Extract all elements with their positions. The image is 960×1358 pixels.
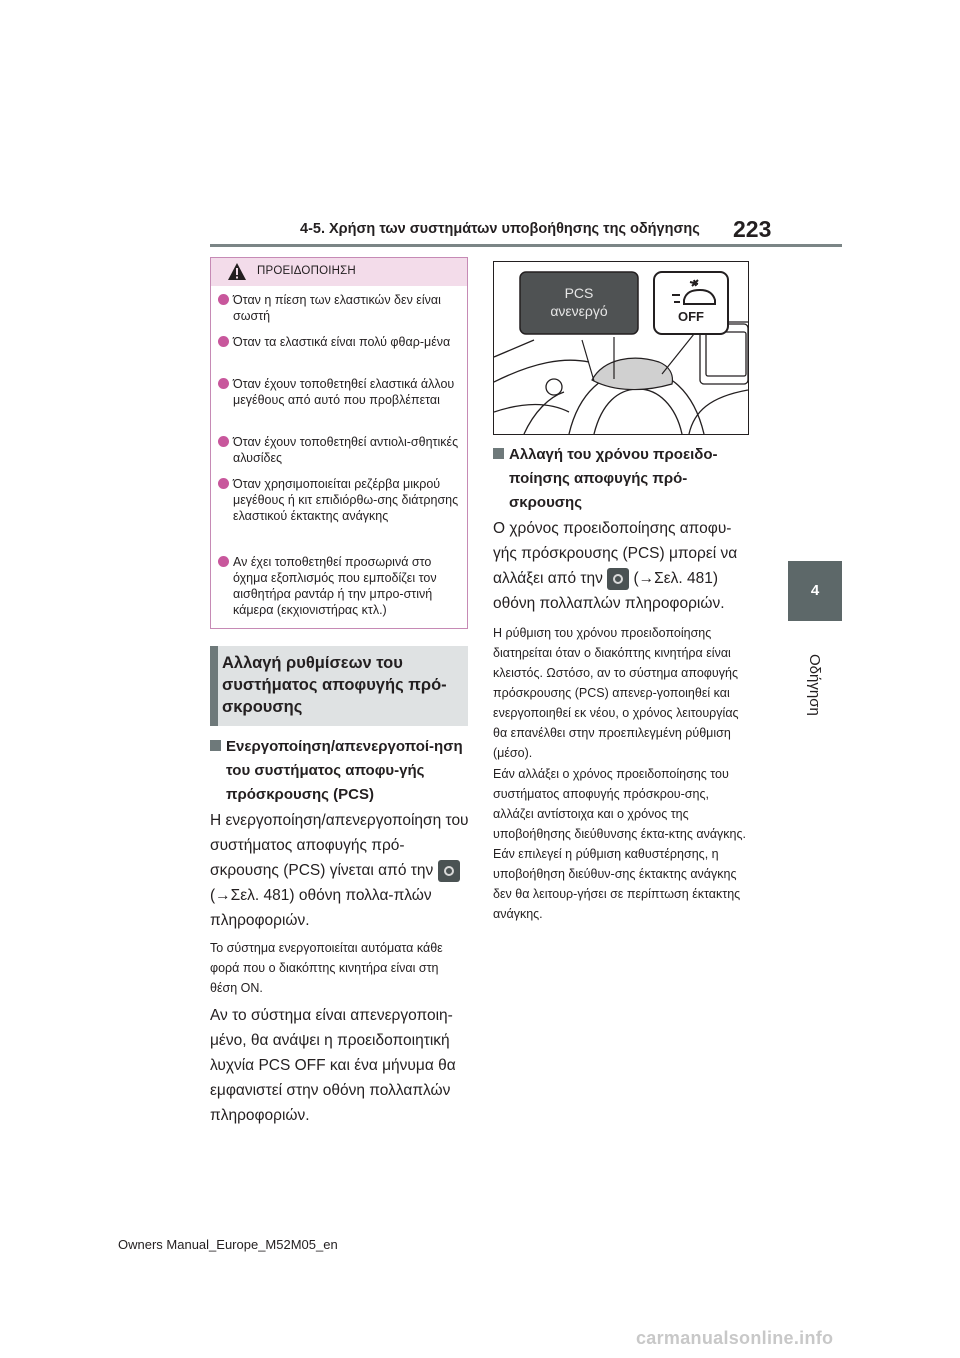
bullet-icon xyxy=(218,478,229,489)
section-heading xyxy=(210,646,468,726)
warning-item: Όταν χρησιμοποιείται ρεζέρβα μικρού μεγέθους ή κιτ επιδιόρθω-σης διάτρησης ελαστικού έκτακτης ανάγκης xyxy=(218,476,463,524)
header-rule xyxy=(210,244,842,247)
paragraph-warning-timing: Ο χρόνος προειδοποίησης αποφυ-γής πρόσκρουσης (PCS) μπορεί να αλλάξει από την (→Σελ. 481) οθόνη πολλαπλών πληροφοριών. xyxy=(493,520,738,612)
note-timing-retained: Η ρύθμιση του χρόνου προειδοποίησης διατηρείται όταν ο διακόπτης κινητήρα είναι κλειστός. Ωστόσο, αν το σύστημα αποφυγής πρόσκρουσης (PCS) απενερ-γοποιηθεί και ενεργοποιηθεί εκ νέου, ο χρόνος λειτουργίας θα επανέλθει στην προεπιλεγμένη ρύθμιση (μέσο). xyxy=(493,626,739,760)
display-line-status: ανενεργό xyxy=(550,303,608,319)
chapter-title: 4-5. Χρήση των συστημάτων υποβοήθησης της οδήγησης xyxy=(300,221,700,237)
page-number: 223 xyxy=(733,216,772,242)
subheading-pcs-toggle: Ενεργοποίηση/απενεργοποί-ηση του συστήματος αποφυ-γής πρόσκρουσης (PCS) xyxy=(210,735,470,807)
warning-triangle-icon xyxy=(227,262,247,281)
paragraph-pcs-toggle: Η ενεργοποίηση/απενεργοποίηση του συστήματος αποφυγής πρό-σκρουσης (PCS) γίνεται από την (→Σελ. 481) οθόνη πολλα-πλών πληροφοριών. xyxy=(210,812,469,929)
warning-box xyxy=(210,257,468,629)
note-steering-assist: Εάν αλλάξει ο χρόνος προειδοποίησης του συστήματος αποφυγής πρόσκρου-σης, αλλάζει αντίστοιχα και ο χρόνος της υποβοήθησης διεύθυνσης έκτα-κτης ανάγκης. Εάν επιλεγεί η ρύθμιση καθυστέρησης, η υποβοήθηση διεύθυν-σης έκτακτης ανάγκης δεν θα λειτουρ-γήσει σε περίπτωση έκτακτης ανάγκης. xyxy=(493,767,747,921)
bullet-icon xyxy=(218,378,229,389)
bullet-icon xyxy=(218,294,229,305)
gear-icon xyxy=(607,568,629,590)
bullet-icon xyxy=(218,436,229,447)
watermark: carmanualsonline.info xyxy=(636,1328,834,1348)
warning-header xyxy=(211,258,467,286)
subheading-warning-timing: Αλλαγή του χρόνου προειδο-ποίησης αποφυγής πρό-σκρουσης xyxy=(493,443,753,515)
bullet-icon xyxy=(218,336,229,347)
display-line-pcs: PCS xyxy=(564,285,594,301)
dashboard-illustration xyxy=(493,261,749,435)
warning-item: Όταν έχουν τοποθετηθεί αντιολι-σθητικές αλυσίδες xyxy=(218,434,463,466)
paragraph-pcs-off: Αν το σύστημα είναι απενεργοποιη-μένο, θα ανάψει η προειδοποιητική λυχνία PCS OFF και ένα μήνυμα θα εμφανιστεί στην οθόνη πολλαπλών πληροφοριών. xyxy=(210,1007,456,1124)
chapter-tab-number: 4 xyxy=(788,561,842,621)
warning-title: ΠΡΟΕΙΔΟΠΟΙΗΣΗ xyxy=(257,265,356,277)
warning-item: Όταν έχουν τοποθετηθεί ελαστικά άλλου μεγέθους από αυτό που προβλέπεται xyxy=(218,376,463,408)
gear-icon xyxy=(438,860,460,882)
section-heading-text: Αλλαγή ρυθμίσεων του συστήματος αποφυγής πρό-σκρουσης xyxy=(222,654,447,716)
square-bullet-icon xyxy=(210,740,221,751)
pcs-off-indicator-label: OFF xyxy=(678,309,704,324)
chapter-tab-label: Οδήγηση xyxy=(806,654,823,716)
footer-manual-id: Owners Manual_Europe_M52M05_en xyxy=(118,1237,338,1252)
section-heading-bar xyxy=(210,646,218,726)
square-bullet-icon xyxy=(493,448,504,459)
bullet-icon xyxy=(218,556,229,567)
warning-item: Όταν τα ελαστικά είναι πολύ φθαρ-μένα xyxy=(218,334,463,350)
warning-item: Όταν η πίεση των ελαστικών δεν είναι σωστή xyxy=(218,292,463,324)
display-message xyxy=(520,284,638,320)
note-auto-enable: Το σύστημα ενεργοποιείται αυτόματα κάθε φορά που ο διακόπτης κινητήρα είναι στη θέση ON. xyxy=(210,941,443,995)
warning-item: Αν έχει τοποθετηθεί προσωρινά στο όχημα εξοπλισμός που εμποδίζει τον αισθητήρα ραντάρ ή την μπρο-στινή κάμερα (εκχιονιστήρας κτλ.) xyxy=(218,554,463,618)
